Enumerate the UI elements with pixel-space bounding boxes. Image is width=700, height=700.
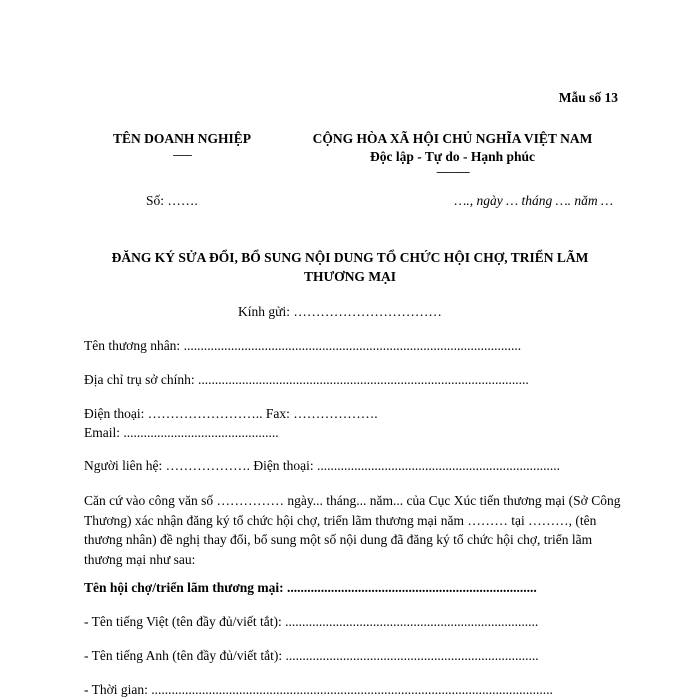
- contact-field: Người liên hệ: ………………. Điện thoại: ........................................................................: [84, 458, 561, 473]
- motto-dashes: ---------------: [436, 166, 469, 178]
- address-field: Địa chỉ trụ sở chính: ..................................................................................................: [84, 372, 529, 387]
- time-field: - Thời gian: .......................................................................................................................: [84, 682, 553, 697]
- motto: Độc lập - Tự do - Hạnh phúc: [369, 149, 536, 164]
- salutation: Kính gửi: ……………………………: [238, 304, 442, 319]
- company-dashes: -------: [172, 149, 192, 161]
- email-field: Email: ..............................................: [84, 425, 279, 440]
- english-name-field: - Tên tiếng Anh (tên đầy đủ/viết tắt): ...........................................................................: [84, 648, 539, 663]
- company-label: TÊN DOANH NGHIỆP: [112, 131, 251, 146]
- phone-fax-field: Điện thoại: …………………….. Fax: ……………….: [84, 406, 378, 421]
- body-paragraph: Căn cứ vào công văn số …………… ngày... tháng... năm... của Cục Xúc tiến thương mại (Sở Công Thương) xác nhận đăng ký tổ chức hội chợ, triển lãm thương mại năm ……… tại ………, (tên thương nhân) đề nghị thay đổi, bổ sung một số nội dung đã đăng ký tổ chức hội chợ, triển lãm thương mại như sau:: [84, 493, 621, 567]
- form-number: Mẫu số 13: [558, 90, 618, 105]
- document-number: Số: …….: [146, 193, 198, 208]
- republic-title: CỘNG HÒA XÃ HỘI CHỦ NGHĨA VIỆT NAM: [312, 131, 593, 146]
- document-title-line2: THƯƠNG MẠI: [303, 269, 397, 284]
- document-title-line1: ĐĂNG KÝ SỬA ĐỔI, BỔ SUNG NỘI DUNG TỔ CHỨC HỘI CHỢ, TRIỂN LÃM: [111, 250, 589, 265]
- vietnamese-name-field: - Tên tiếng Việt (tên đầy đủ/viết tắt): ...........................................................................: [84, 614, 539, 629]
- merchant-name-field: Tên thương nhân: ....................................................................................................: [84, 338, 522, 353]
- fair-name-heading: Tên hội chợ/triển lãm thương mại: ..........................................................................: [84, 580, 537, 595]
- date-line: …., ngày … tháng …. năm …: [454, 193, 613, 208]
